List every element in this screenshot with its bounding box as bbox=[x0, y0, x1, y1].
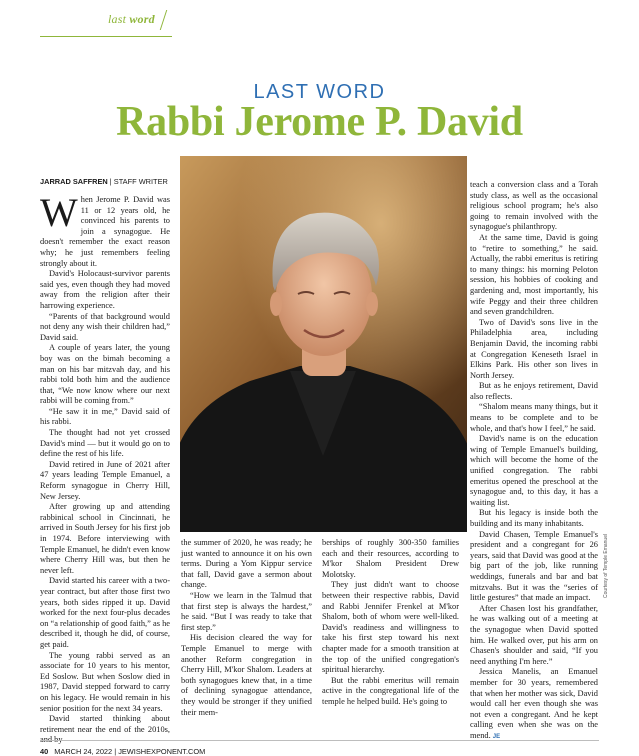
issue-date: MARCH 24, 2022 bbox=[54, 747, 113, 756]
paragraph: But as he enjoys retirement, David also reflects. bbox=[470, 381, 598, 401]
drop-cap: W bbox=[40, 190, 78, 235]
section-tag-light: last bbox=[108, 12, 127, 26]
section-tag-slash bbox=[160, 10, 167, 30]
paragraph: David Chasen, Temple Emanuel's president and a congregant for 26 years, said that David was good at the big part of the job, like running weddings, funerals and bar and bat mitzvahs. But it was the “series of little gestures” that made an impact. bbox=[470, 529, 598, 603]
paragraph: “He saw it in me,” David said of his rabbi. bbox=[40, 406, 170, 427]
paragraph: After Chasen lost his grandfather, he was walking out of a meeting at the synagogue when David spotted him. He walked over, put his arm on Chasen's shoulder and said, “If you need anything I'm here.” bbox=[470, 603, 598, 666]
byline bbox=[40, 177, 168, 186]
section-tag bbox=[108, 12, 155, 27]
section-tag-bold: word bbox=[129, 12, 155, 26]
folio-separator: | bbox=[112, 747, 119, 756]
article-column-2 bbox=[181, 538, 312, 718]
byline-role: STAFF WRITER bbox=[113, 177, 168, 186]
section-tag-rule bbox=[40, 36, 172, 37]
paragraph: After growing up and attending rabbinical school in Cincinnati, he arrived in South Jersey for his first job in 1974. Before interviewing with Temple Emanuel, he didn't even know where Cherry Hill was, but then he never left. bbox=[40, 502, 170, 575]
paragraph: “How we learn in the Talmud that that first step is always the hardest,” he said. “But I was ready to take that first step.” bbox=[181, 590, 312, 632]
paragraph: David retired in June of 2021 after 47 years leading Temple Emanuel, a Reform synagogue in Cherry Hill, New Jersey. bbox=[40, 459, 170, 501]
byline-author: JARRAD SAFFREN bbox=[40, 177, 108, 186]
paragraph: His decision cleared the way for Temple Emanuel to merge with another Reform congregation in Cherry Hill, M'kor Shalom. Leaders at both synagogues knew that, in a time of declining synagogue attendance, they would be stronger if they unified their mem- bbox=[181, 633, 312, 717]
paragraph bbox=[40, 190, 170, 269]
paragraph: But his legacy is inside both the building and its many inhabitants. bbox=[470, 508, 598, 528]
photo-credit: Courtesy of Temple Emanuel bbox=[603, 533, 609, 598]
headline: Rabbi Jerome P. David bbox=[116, 99, 523, 145]
byline-separator: | bbox=[107, 177, 114, 186]
paragraph: David started thinking about retirement near the end of the 2010s, bbox=[40, 714, 170, 734]
paragraph: David's name is on the education wing of Temple Emanuel's building, which will become the home of the unified congregation. The rabbi emeritus opened the preschool at the synagogue and, to this day, it has a waiting list. bbox=[470, 434, 598, 507]
paragraph: The young rabbi served as an associate for 10 years to his mentor, Ed Soslow. But when Soslow died in 1987, David stepped forward to carry on his legacy. He would remain in his senior position for the next 34 years. bbox=[40, 650, 170, 713]
kicker: LAST WORD bbox=[253, 81, 386, 103]
paragraph: the summer of 2020, he was ready; he just wanted to announce it on his own terms. During a Yom Kippur service that fall, David gave a sermon about change. bbox=[181, 538, 312, 590]
article-column-1 bbox=[40, 190, 170, 746]
portrait-photo bbox=[180, 156, 467, 532]
end-mark: JE bbox=[492, 733, 501, 740]
paragraph-text: Jessica Manelis, an Emanuel member for 30 years, remembered that when her mother was sick, David would call her even though she was not even a congregant. And he kept calling even when she was on the mend. bbox=[470, 667, 598, 740]
article-column-3 bbox=[322, 538, 459, 708]
portrait-illustration bbox=[180, 156, 467, 532]
folio bbox=[40, 747, 205, 756]
paragraph: David started his career with a two-year contract, but after those first two years, both sides ripped it up. David worked for the next four-plus decades on “a relationship of good faith,” as he described it, though he did, of course, get paid. bbox=[40, 576, 170, 649]
paragraph bbox=[470, 667, 598, 742]
paragraph: berships of roughly 300-350 families each and their resources, according to M'kor Shalom President Drew Molotsky. bbox=[322, 538, 459, 579]
paragraph: “Parents of that background would not deny any wish their children had,” David said. bbox=[40, 311, 170, 342]
paragraph-text: hen Jerome P. David was 11 or 12 years old, he convinced his parents to join a synagogue. He doesn't remember the exact reason why; he just remembers feeling strongly about it. bbox=[40, 195, 170, 268]
paragraph: They just didn't want to choose between their respective rabbis, David and Rabbi Jennifer Frenkel at M'kor Shalom, both of whom were well-liked. David's readiness and willingness to take his first step toward his next chapter made for a smooth transition at the top of the unified congregation's spiritual hierarchy. bbox=[322, 580, 459, 675]
article-column-4 bbox=[470, 180, 598, 742]
paragraph: A couple of years later, the young boy was on the bimah becoming a man on his bar mitzvah day, and his rabbi told both him and the audience that, “We now know where our next rabbi will be coming from.” bbox=[40, 343, 170, 406]
page-number: 40 bbox=[40, 747, 49, 756]
paragraph: teach a conversion class and a Torah study class, as well as the occasional religious school program; he's also going to remain involved with the synagogue's philanthropy. bbox=[470, 180, 598, 232]
paragraph: The thought had not yet crossed David's mind — but it would go on to define the rest of his life. bbox=[40, 428, 170, 459]
paragraph: But the rabbi emeritus will remain active in the congregational life of the temple he helped build. He's going to bbox=[322, 675, 459, 706]
paragraph: At the same time, David is going to “retire to something,” he said. Actually, the rabbi emeritus is retiring to many things: his morning Peloton session, his hobbies of cooking and gardening and, most importantly, his wife Peggy and their three children and seven grandchildren. bbox=[470, 232, 598, 317]
paragraph: Two of David's sons live in the Philadelphia area, including Benjamin David, the incoming rabbi at Congregation Keneseth Israel in Elkins Park. His other son lives in North Jersey. bbox=[470, 317, 598, 380]
website: JEWISHEXPONENT.COM bbox=[118, 747, 206, 756]
paragraph: “Shalom means many things, but it means to be complete and to be whole, and that's how I feel,” he said. bbox=[470, 402, 598, 433]
footer-rule bbox=[40, 740, 599, 741]
paragraph: David's Holocaust-survivor parents said yes, even though they had moved away from the religion after their harrowing experience. bbox=[40, 269, 170, 310]
